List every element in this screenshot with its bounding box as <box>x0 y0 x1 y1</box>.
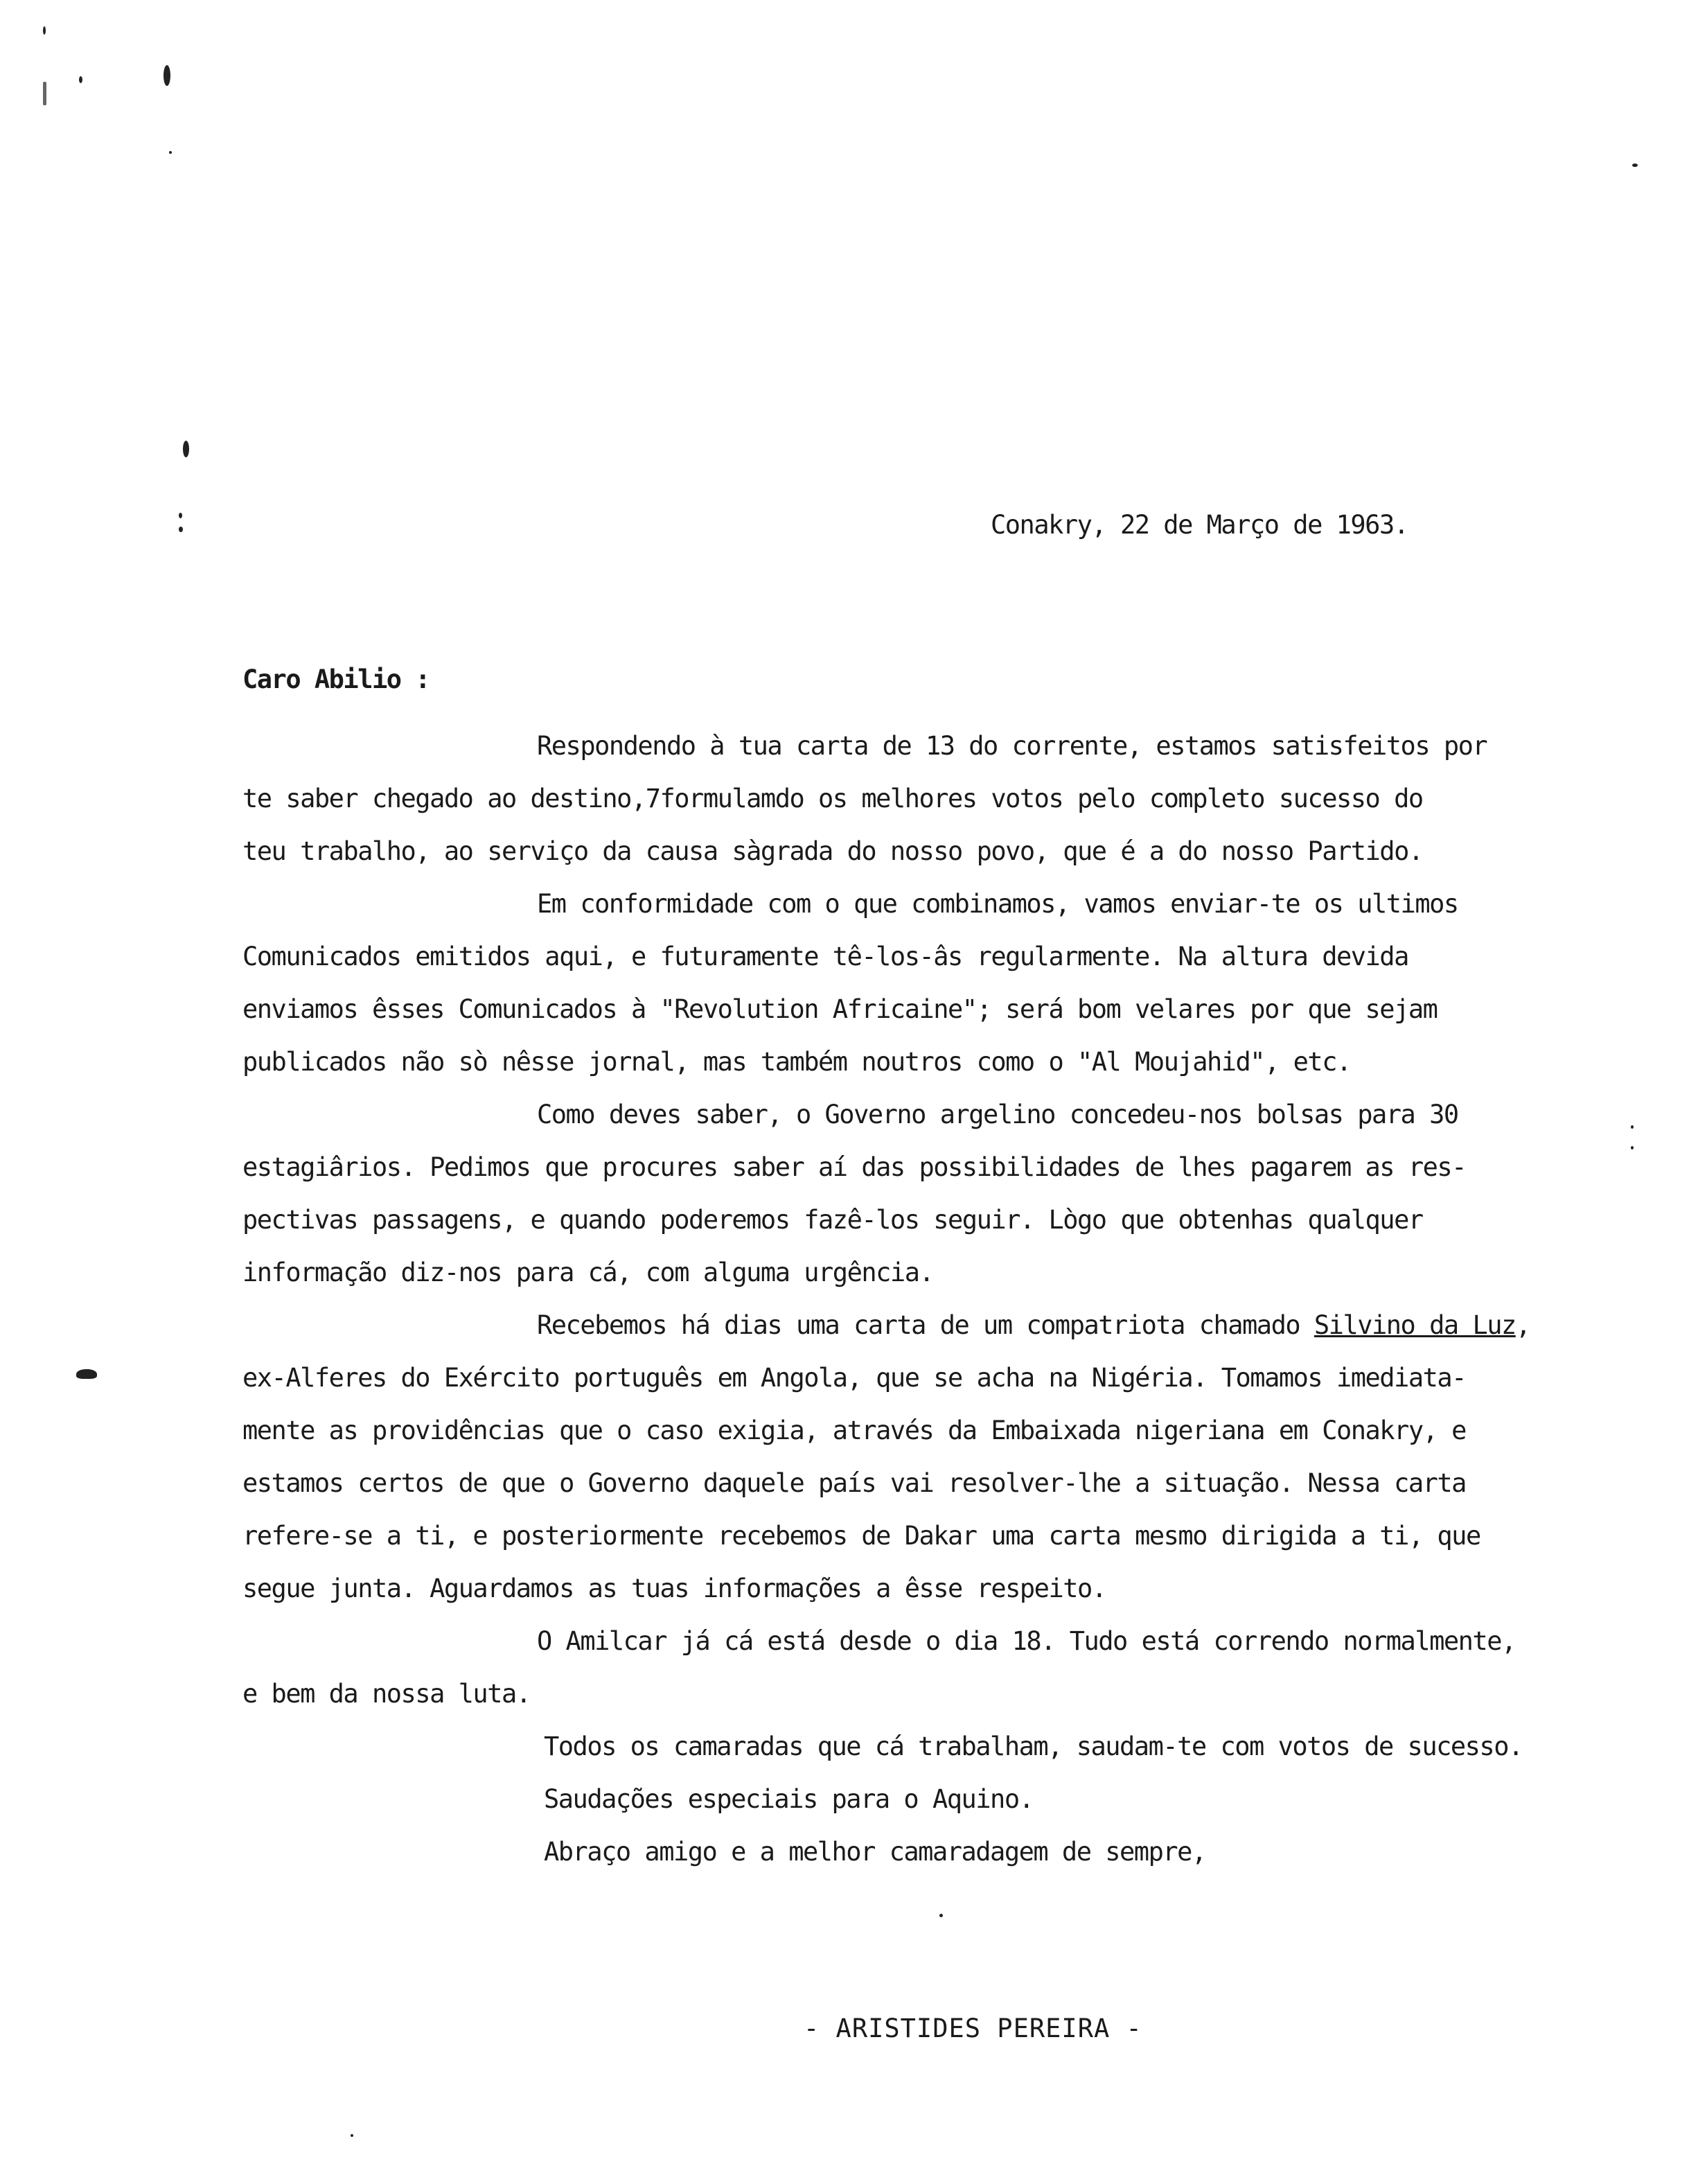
paragraph-line: publicados não sò nêsse jornal, mas também noutros como o "Al Moujahid", etc. <box>242 1047 1351 1077</box>
letter-date: Conakry, 22 de Março de 1963. <box>991 510 1408 540</box>
scan-speck <box>179 513 182 518</box>
scan-speck <box>179 527 183 532</box>
scan-speck <box>1632 164 1638 167</box>
paragraph-text: Recebemos há dias uma carta de um compatriota chamado <box>537 1310 1314 1340</box>
paragraph-line: pectivas passagens, e quando poderemos fazê-los seguir. Lògo que obtenhas qualquer <box>242 1205 1423 1235</box>
scan-speck <box>1631 1146 1634 1150</box>
paragraph-line: mente as providências que o caso exigia, através da Embaixada nigeriana em Conakry, e <box>242 1416 1466 1445</box>
paragraph-line: Como deves saber, o Governo argelino concedeu-nos bolsas para 30 <box>537 1100 1458 1129</box>
scan-speck <box>43 26 46 35</box>
paragraph-line: ex-Alferes do Exército português em Angola, que se acha na Nigéria. Tomamos imediata- <box>242 1363 1466 1393</box>
signature: - ARISTIDES PEREIRA - <box>804 2014 1142 2043</box>
scan-speck <box>939 1914 943 1917</box>
scan-speck <box>76 1369 97 1379</box>
scan-speck <box>351 2134 353 2137</box>
paragraph-text: , <box>1515 1310 1530 1340</box>
paragraph-line: Comunicados emitidos aqui, e futuramente tê-los-âs regularmente. Na altura devida <box>242 942 1408 971</box>
paragraph-line: informação diz-nos para cá, com alguma urgência. <box>242 1258 934 1287</box>
paragraph-line: te saber chegado ao destino,7formulamdo os melhores votos pelo completo sucesso do <box>242 784 1423 813</box>
closing-line: Todos os camaradas que cá trabalham, saudam-te com votos de sucesso. <box>544 1732 1523 1761</box>
salutation: Caro Abilio : <box>242 664 430 694</box>
scan-speck <box>1631 1125 1634 1129</box>
paragraph-line: enviamos êsses Comunicados à "Revolution Africaine"; será bom velares por que sejam <box>242 994 1438 1024</box>
scan-speck <box>163 65 170 86</box>
paragraph-line: refere-se a ti, e posteriormente recebemos de Dakar uma carta mesmo dirigida a ti, que <box>242 1521 1480 1551</box>
paragraph-line: Em conformidade com o que combinamos, vamos enviar-te os ultimos <box>537 889 1458 919</box>
scan-speck <box>169 151 172 154</box>
paragraph-line: estamos certos de que o Governo daquele país vai resolver-lhe a situação. Nessa carta <box>242 1468 1466 1498</box>
scan-speck <box>43 82 46 105</box>
paragraph-line: Respondendo à tua carta de 13 do corrente, estamos satisfeitos por <box>537 731 1487 761</box>
paragraph-line: estagiârios. Pedimos que procures saber aí das possibilidades de lhes pagarem as res- <box>242 1152 1466 1182</box>
paragraph-line: segue junta. Aguardamos as tuas informações a êsse respeito. <box>242 1574 1106 1603</box>
paragraph-line: O Amilcar já cá está desde o dia 18. Tudo está correndo normalmente, <box>537 1626 1516 1656</box>
underlined-name: Silvino da Luz <box>1314 1310 1516 1340</box>
closing-line: Saudações especiais para o Aquino. <box>544 1784 1034 1814</box>
scan-speck <box>183 441 189 457</box>
scan-speck <box>79 76 82 83</box>
paragraph-line: teu trabalho, ao serviço da causa sàgrada do nosso povo, que é a do nosso Partido. <box>242 836 1423 866</box>
paragraph-line <box>537 1310 1530 1341</box>
closing-line: Abraço amigo e a melhor camaradagem de sempre, <box>544 1837 1206 1867</box>
paragraph-line: e bem da nossa luta. <box>242 1679 531 1709</box>
